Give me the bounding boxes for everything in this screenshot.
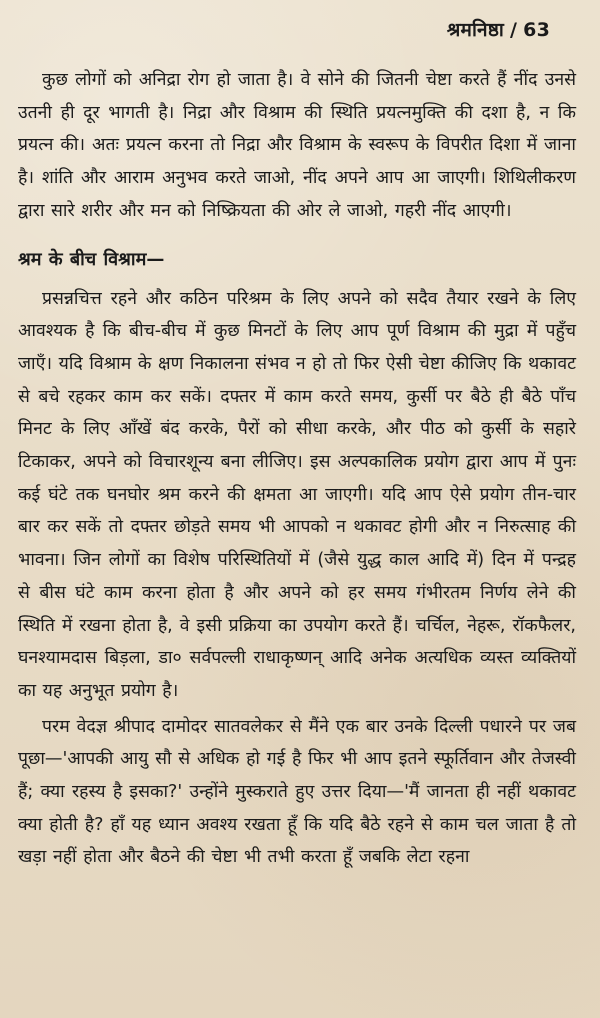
- body-paragraph-1: कुछ लोगों को अनिद्रा रोग हो जाता है। वे सोने की जितनी चेष्टा करते हैं नींद उनसे उतनी ही दूर भागती है। निद्रा और विश्राम की स्थिति प्रयत्नमुक्ति की दशा है, न कि प्रयत्न की। अतः प्रयत्न करना तो निद्रा और विश्राम के स्वरूप के विपरीत दिशा में जाना है। शांति और आराम अनुभव करते जाओ, नींद अपने आप आ जाएगी। शिथिलीकरण द्वारा सारे शरीर और मन को निष्क्रियता की ओर ले जाओ, गहरी नींद आएगी।: [18, 70, 576, 221]
- page-content: [18, 64, 576, 874]
- header-separator: /: [510, 19, 518, 41]
- page-header: [18, 8, 576, 48]
- section-heading: श्रम के बीच विश्राम—: [18, 248, 165, 270]
- running-head: [447, 16, 550, 42]
- chapter-title: श्रमनिष्ठा: [446, 19, 505, 41]
- body-paragraph-3: परम वेदज्ञ श्रीपाद दामोदर सातवलेकर से मैंने एक बार उनके दिल्ली पधारने पर जब पूछा—'आपकी आयु सौ से अधिक हो गई है फिर भी आप इतने स्फूर्तिवान और तेजस्वी हैं; क्या रहस्य है इसका?' उन्होंने मुस्कराते हुए उत्तर दिया—'मैं जानता ही नहीं थकावट क्या होती है? हाँ यह ध्यान अवश्य रखता हूँ कि यदि बैठे रहने से काम चल जाता है तो खड़ा नहीं होता और बैठने की चेष्टा भी तभी करता हूँ जबकि लेटा रहना: [18, 716, 576, 868]
- page-number: 63: [523, 19, 550, 41]
- body-paragraph-2: प्रसन्नचित्त रहने और कठिन परिश्रम के लिए अपने को सदैव तैयार रखने के लिए आवश्यक है कि बीच-बीच में कुछ मिनटों के लिए आप पूर्ण विश्राम की मुद्रा में पहुँच जाएँ। यदि विश्राम के क्षण निकालना संभव न हो तो फिर ऐसी चेष्टा कीजिए कि थकावट से बचे रहकर काम कर सकें। दफ्तर में काम करते समय, कुर्सी पर बैठे ही बैठे पाँच मिनट के लिए आँखें बंद करके, पैरों को सीधा करके, और पीठ को कुर्सी के सहारे टिकाकर, अपने को विचारशून्य बना लीजिए। इस अल्पकालिक प्रयोग द्वारा आप में पुनः कई घंटे तक घनघोर श्रम करने की क्षमता आ जाएगी। यदि आप ऐसे प्रयोग तीन-चार बार कर सकें तो दफ्तर छोड़ते समय भी आपको न थकावट होगी और न निरुत्साह की भावना। जिन लोगों का विशेष परिस्थितियों में (जैसे युद्ध काल आदि में) दिन में पन्द्रह से बीस घंटे काम करना होता है और अपने को हर समय गंभीरतम निर्णय लेने की स्थिति में रखना होता है, वे इसी प्रक्रिया का उपयोग करते हैं। चर्चिल, नेहरू, रॉकफैलर, घनश्यामदास बिड़ला, डा० सर्वपल्ली राधाकृष्णन् आदि अनेक अत्यधिक व्यस्त व्यक्तियों का यह अनुभूत प्रयोग है।: [18, 288, 576, 701]
